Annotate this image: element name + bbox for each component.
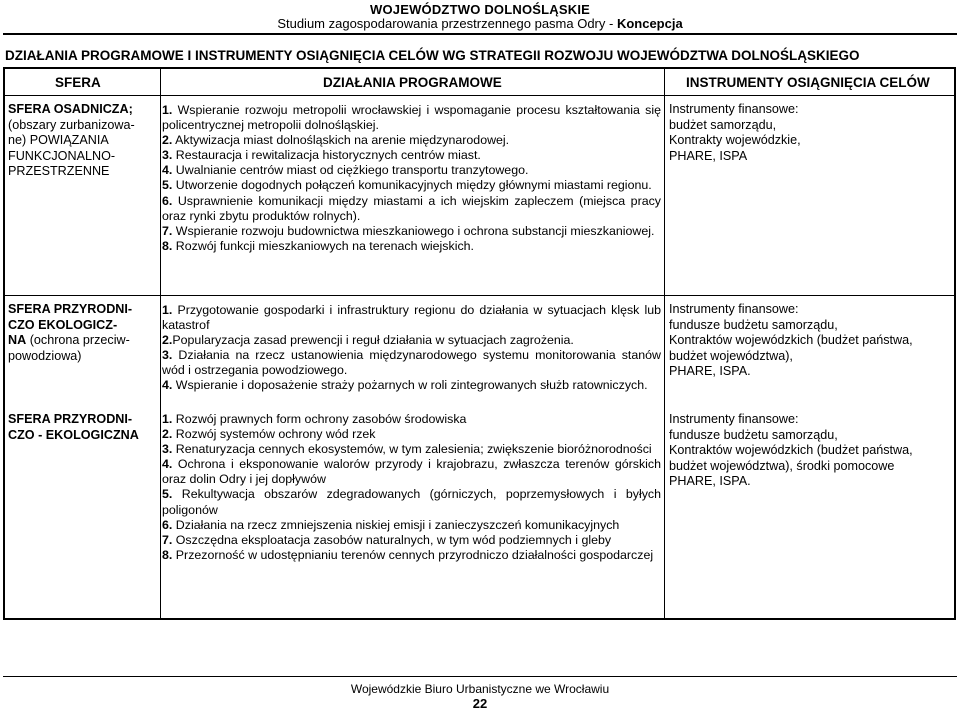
page-title: DZIAŁANIA PROGRAMOWE I INSTRUMENTY OSIĄGNIĘCIA CELÓW WG STRATEGII ROZWOJU WOJEWÓDZTWA DOLNOŚLĄSKIEGO [5,48,860,63]
header-rule [3,33,957,35]
action-item [162,103,661,133]
instruments-cell [669,412,954,490]
action-item [162,457,661,487]
action-number: 1. [162,103,173,117]
instrument-line: Kontrakty wojewódzkie, [669,133,801,148]
sphere-cell [8,102,156,180]
action-text: Ochrona i eksponowanie walorów przyrody i krajobrazu, zwłaszcza terenów górskich oraz dolin Odry i jej dopływów [162,457,661,487]
action-item [162,163,661,178]
instrument-line: fundusze budżetu samorządu, [669,317,838,332]
instrument-line: Instrumenty finansowe: [669,302,799,316]
header-subtitle [0,16,960,31]
instrument-line: Instrumenty finansowe: [669,412,799,426]
footer-text: Wojewódzkie Biuro Urbanistyczne we Wrocławiu [350,682,610,696]
action-text: Wspieranie rozwoju budownictwa mieszkaniowego i ochrona substancji mieszkaniowej. [175,223,655,238]
header-row-divider [5,95,954,96]
footer-rule [3,676,957,677]
sphere-cell [8,412,156,443]
instrument-line: budżet województwa), środki pomocowe [669,458,895,473]
action-text: Wspieranie rozwoju metropolii wrocławskiej i wspomaganie procesu kształtowania się policentrycznej metropolii dolnośląskiej. [162,103,661,133]
programme-table [3,67,956,620]
action-text: Usprawnienie komunikacji między miastami a ich wiejskim zapleczem (miejsca pracy oraz rynki zbytu produktów rolnych). [162,193,661,223]
action-item [162,148,661,163]
action-text: Rozwój systemów ochrony wód rzek [175,427,376,442]
action-text: Aktywizacja miast dolnośląskich na arenie międzynarodowej. [175,133,510,148]
column-header-instrumenty: INSTRUMENTY OSIĄGNIĘCIA CELÓW [686,75,930,90]
action-text: Przygotowanie gospodarki i infrastruktury regionu do działania w sytuacjach klęsk lub katastrof [162,303,661,333]
action-item [162,303,661,333]
action-item [162,442,661,457]
action-number: 4. [162,163,173,178]
header-subtitle-bold: Koncepcja [616,16,683,31]
instrument-line: PHARE, ISPA [669,148,748,163]
sphere-name: SFERA PRZYRODNI- CZO EKOLOGICZ- NA [8,302,133,348]
action-item [162,548,661,563]
instruments-cell [669,302,954,380]
instrument-line: fundusze budżetu samorządu, [669,427,838,442]
action-number: 2. [162,133,173,148]
header-title: WOJEWÓDZTWO DOLNOŚLĄSKIE [369,2,590,17]
action-number: 4. [162,378,173,393]
action-item [162,518,661,533]
action-item [162,133,661,148]
instrument-line: budżet samorządu, [669,117,777,132]
action-text: Wspieranie i doposażenie straży pożarnych w roli zintegrowanych służb ratowniczych. [175,378,648,393]
sphere-description: (ochrona przeciw- powodziowa) [8,333,130,363]
sphere-name: SFERA OSADNICZA; [8,102,133,116]
action-number: 8. [162,238,173,253]
action-item [162,533,661,548]
action-item [162,412,661,427]
action-number: 5. [162,178,173,193]
action-number: 3. [162,442,173,457]
page-number: 22 [472,696,488,711]
header-subtitle-text: Studium zagospodarowania przestrzennego pasma Odry - [277,16,617,31]
column-header-dzialania: DZIAŁANIA PROGRAMOWE [323,75,502,90]
row-divider [5,295,954,296]
action-text: Rozwój funkcji mieszkaniowych na terenach wiejskich. [175,238,474,253]
instrument-line: Instrumenty finansowe: [669,102,799,116]
action-number: 2. [162,427,173,442]
action-text: Przezorność w udostępnianiu terenów cennych przyrodniczo działalności gospodarczej [175,547,654,562]
action-number: 5. [162,487,173,502]
action-number: 4. [162,457,173,472]
action-number: 6. [162,193,173,208]
action-text: Rozwój prawnych form ochrony zasobów środowiska [175,412,467,426]
column-divider [664,69,665,618]
action-text: Restauracja i rewitalizacja historycznych centrów miast. [175,148,481,163]
action-number: 7. [162,223,173,238]
action-text: Popularyzacja zasad prewencji i reguł działania w sytuacjach zagrożenia. [172,333,574,348]
action-number: 7. [162,532,173,547]
action-number: 1. [162,303,173,317]
actions-cell [162,303,661,394]
action-item [162,224,661,239]
action-text: Oszczędna eksploatacja zasobów naturalnych, w tym wód podziemnych i gleby [175,532,612,547]
action-item [162,348,661,378]
action-number: 2. [162,333,173,348]
instrument-line: PHARE, ISPA. [669,474,751,489]
action-text: Renaturyzacja cennych ekosystemów, w tym zalesienia; zwiększenie bioróżnorodności [175,442,652,457]
action-item [162,194,661,224]
action-item [162,427,661,442]
action-text: Uwalnianie centrów miast od ciężkiego transportu tranzytowego. [175,163,529,178]
action-text: Działania na rzecz ustanowienia międzynarodowego systemu monitorowania stanów wód i ostrzegania powodziowego. [162,348,661,378]
action-item [162,239,661,254]
instrument-line: Kontraktów wojewódzkich (budżet państwa, [669,333,913,348]
action-item [162,333,661,348]
action-item [162,378,661,393]
column-divider [160,69,161,618]
instrument-line: budżet województwa), [669,348,793,363]
action-number: 6. [162,517,173,532]
actions-cell [162,103,661,254]
sphere-description: (obszary zurbanizowa- ne) POWIĄZANIA FUNKCJONALNO- PRZESTRZENNE [8,117,135,179]
instruments-cell [669,102,954,164]
action-item [162,178,661,193]
action-text: Działania na rzecz zmniejszenia niskiej emisji i zanieczyszczeń komunikacyjnych [175,517,620,532]
sphere-cell [8,302,156,364]
action-text: Utworzenie dogodnych połączeń komunikacyjnych między głównymi miastami regionu. [175,178,652,193]
instrument-line: Kontraktów wojewódzkich (budżet państwa, [669,443,913,458]
action-number: 3. [162,348,173,363]
action-item [162,487,661,517]
action-number: 1. [162,412,173,426]
instrument-line: PHARE, ISPA. [669,364,751,379]
actions-cell [162,412,661,563]
action-text: Rekultywacja obszarów zdegradowanych (górniczych, poprzemysłowych i byłych poligonów [162,487,661,517]
sphere-name: SFERA PRZYRODNI- CZO - EKOLOGICZNA [8,412,139,442]
column-header-sfera: SFERA [55,75,101,90]
action-number: 3. [162,148,173,163]
action-number: 8. [162,547,173,562]
